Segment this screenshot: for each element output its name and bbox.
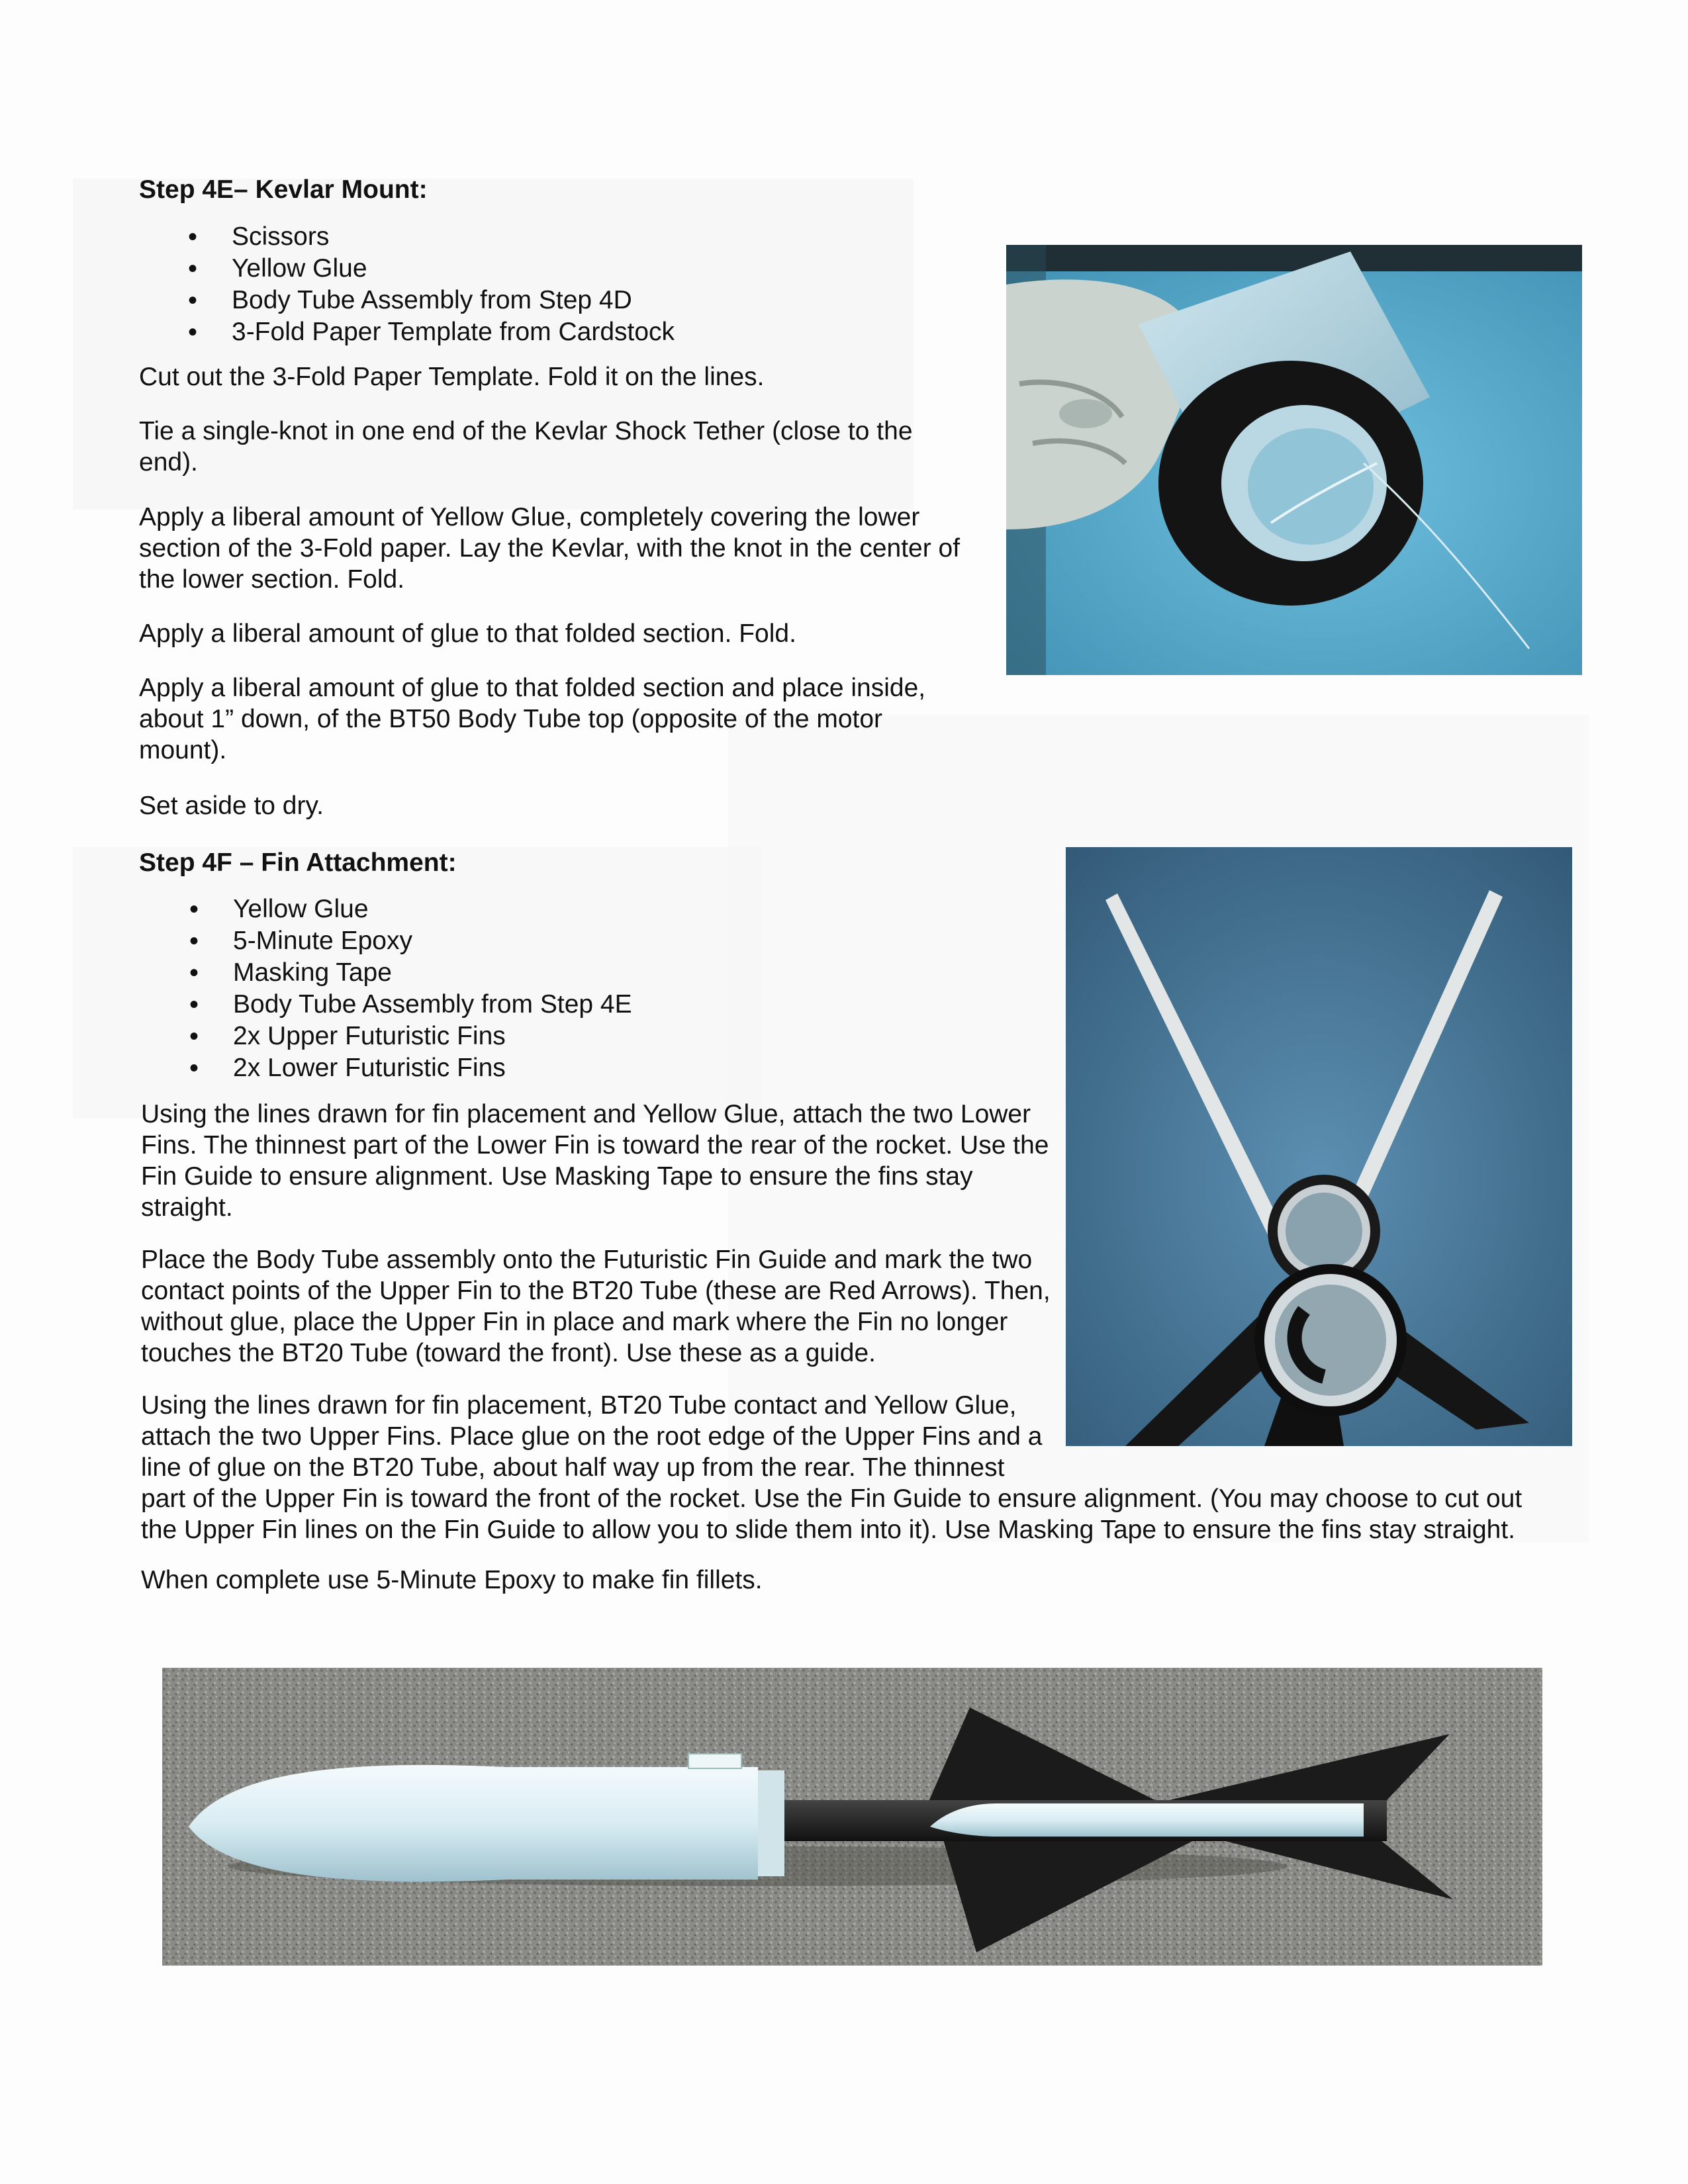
- paragraph: When complete use 5-Minute Epoxy to make fin fillets.: [141, 1566, 763, 1594]
- step-4f-materials-list: [233, 893, 736, 1084]
- paragraph: Apply a liberal amount of glue to that folded section and place inside, about 1” down, of the BT50 Body Tube top (opposite of the motor mount).: [139, 674, 926, 764]
- step-4e-heading: Step 4E– Kevlar Mount:: [139, 175, 428, 204]
- fin-attachment-photo: [1066, 847, 1572, 1446]
- step-4f-heading: Step 4F – Fin Attachment:: [139, 848, 457, 877]
- step-4e-materials-list: [232, 221, 960, 348]
- paragraph: Apply a liberal amount of Yellow Glue, completely covering the lower section of the 3-Fold paper. Lay the Kevlar, with the knot in the center of the lower section. Fold.: [139, 503, 961, 594]
- paragraph: Cut out the 3-Fold Paper Template. Fold it on the lines.: [139, 363, 765, 391]
- paragraph: part of the Upper Fin is toward the front of the rocket. Use the Fin Guide to ensure alignment. (You may choose to cut out the Upper Fin lines on the Fin Guide to allow you to slide them into it). Use Masking Tape to ensure the fins stay straight.: [141, 1484, 1523, 1544]
- paragraph: Apply a liberal amount of glue to that folded section. Fold.: [139, 619, 796, 648]
- list-item: • 3-Fold Paper Template from Cardstock: [232, 316, 960, 348]
- list-item: • Body Tube Assembly from Step 4D: [232, 285, 960, 316]
- paragraph: Set aside to dry.: [139, 792, 324, 820]
- list-item: • 2x Lower Futuristic Fins: [233, 1052, 736, 1084]
- rocket-side-view-photo: [162, 1668, 1542, 1966]
- paragraph: Place the Body Tube assembly onto the Futuristic Fin Guide and mark the two contact points of the Upper Fin to the BT20 Tube (these are Red Arrows). Then, without glue, place the Upper Fin in place and mark where the Fin no longer touches the BT20 Tube (toward the front). Use these as a guide.: [141, 1246, 1051, 1367]
- list-item: • Masking Tape: [233, 957, 736, 989]
- list-item: • 5-Minute Epoxy: [233, 925, 736, 957]
- list-item: • 2x Upper Futuristic Fins: [233, 1021, 736, 1052]
- paragraph: Using the lines drawn for fin placement, BT20 Tube contact and Yellow Glue, attach the two Upper Fins. Place glue on the root edge of the Upper Fins and a line of glue on the BT20 Tube, about half way up from the rear. The thinnest: [141, 1391, 1043, 1482]
- list-item: • Scissors: [232, 221, 960, 253]
- paragraph: Tie a single-knot in one end of the Kevlar Shock Tether (close to the end).: [139, 417, 913, 477]
- list-item: • Body Tube Assembly from Step 4E: [233, 989, 736, 1021]
- list-item: • Yellow Glue: [232, 253, 960, 285]
- paragraph: Using the lines drawn for fin placement and Yellow Glue, attach the two Lower Fins. The thinnest part of the Lower Fin is toward the rear of the rocket. Use the Fin Guide to ensure alignment. Use Masking Tape to ensure the fins stay straight.: [141, 1100, 1049, 1222]
- list-item: • Yellow Glue: [233, 893, 736, 925]
- kevlar-mount-photo: [1006, 245, 1582, 675]
